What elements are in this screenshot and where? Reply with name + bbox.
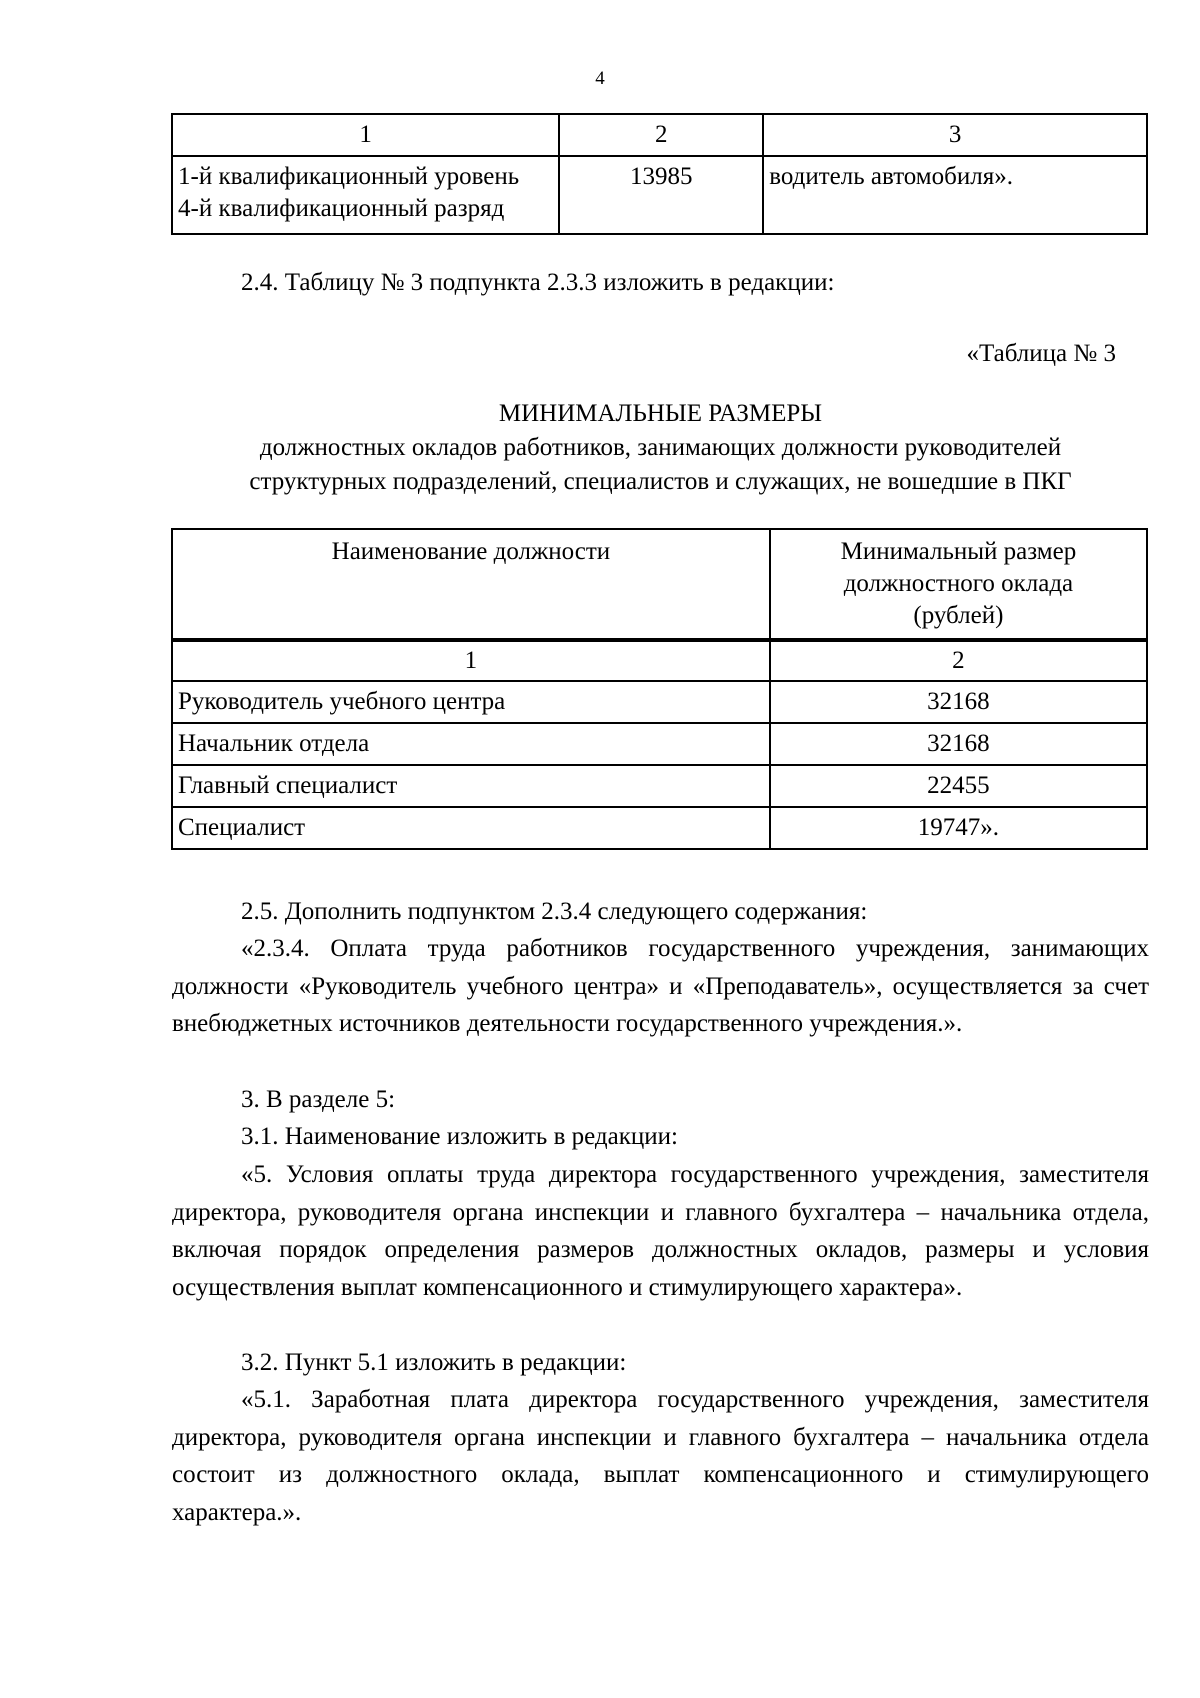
header-min-salary-line-1: Минимальный размер <box>840 538 1077 565</box>
table-row <box>172 681 1147 723</box>
position-name: Руководитель учебного центра <box>172 681 770 723</box>
header-min-salary <box>770 529 1147 640</box>
paragraph-3-1: 3.1. Наименование изложить в редакции: <box>241 1123 678 1150</box>
header-min-salary-line-2: должностного оклада <box>843 570 1074 597</box>
table-row <box>172 723 1147 765</box>
page-number: 4 <box>595 68 605 89</box>
column-number-2: 2 <box>770 640 1147 681</box>
position-cell: водитель автомобиля». <box>763 156 1147 234</box>
salary-cell: 13985 <box>559 156 763 234</box>
table-label: «Таблица № 3 <box>966 340 1116 367</box>
position-name: Главный специалист <box>172 765 770 807</box>
header-min-salary-line-3: (рублей) <box>913 602 1004 629</box>
header-position-name: Наименование должности <box>172 529 770 640</box>
table-row <box>172 765 1147 807</box>
column-number-3: 3 <box>763 114 1147 156</box>
paragraph-3-2: 3.2. Пункт 5.1 изложить в редакции: <box>241 1349 627 1376</box>
column-number-2: 2 <box>559 114 763 156</box>
salary-value: 32168 <box>770 681 1147 723</box>
column-number-1: 1 <box>172 114 559 156</box>
salary-value: 22455 <box>770 765 1147 807</box>
qualification-grade: 4-й квалификационный разряд <box>178 195 505 222</box>
position-name: Начальник отдела <box>172 723 770 765</box>
paragraph-5: «5. Условия оплаты труда директора государственного учреждения, заместителя директора, руководителя органа инспекции и главного бухгалтера – начальника отдела, включая порядок определения размеров должностных окладов, размеры и условия осуществления выплат компенсационного и стимулирующего характера». <box>172 1161 1149 1301</box>
salary-table <box>171 528 1148 850</box>
table-row <box>172 807 1147 849</box>
table-header-row <box>172 529 1147 640</box>
salary-value: 32168 <box>770 723 1147 765</box>
table-title: МИНИМАЛЬНЫЕ РАЗМЕРЫ <box>498 400 823 427</box>
continued-table <box>171 113 1148 235</box>
paragraph-2-3-4: «2.3.4. Оплата труда работников государственного учреждения, занимающих должности «Руководитель учебного центра» и «Преподаватель», осуществляется за счет внебюджетных источников деятельности государственного учреждения.». <box>172 935 1149 1038</box>
paragraph-2-4: 2.4. Таблицу № 3 подпункта 2.3.3 изложить в редакции: <box>241 269 835 296</box>
paragraph-2-5: 2.5. Дополнить подпунктом 2.3.4 следующего содержания: <box>241 898 868 925</box>
salary-value: 19747». <box>770 807 1147 849</box>
table-header-row <box>172 114 1147 156</box>
qualification-level: 1-й квалификационный уровень <box>178 163 520 190</box>
table-row <box>172 156 1147 234</box>
paragraph-3: 3. В разделе 5: <box>241 1086 396 1113</box>
table-subtitle-line-2: структурных подразделений, специалистов и служащих, не вошедшие в ПКГ <box>249 468 1072 495</box>
column-numbers-row <box>172 640 1147 681</box>
position-name: Специалист <box>172 807 770 849</box>
paragraph-5-1: «5.1. Заработная плата директора государственного учреждения, заместителя директора, руководителя органа инспекции и главного бухгалтера – начальника отдела состоит из должностного оклада, выплат компенсационного и стимулирующего характера.». <box>172 1386 1149 1526</box>
qualification-level-cell <box>172 156 559 234</box>
column-number-1: 1 <box>172 640 770 681</box>
table-subtitle-line-1: должностных окладов работников, занимающих должности руководителей <box>259 434 1062 461</box>
